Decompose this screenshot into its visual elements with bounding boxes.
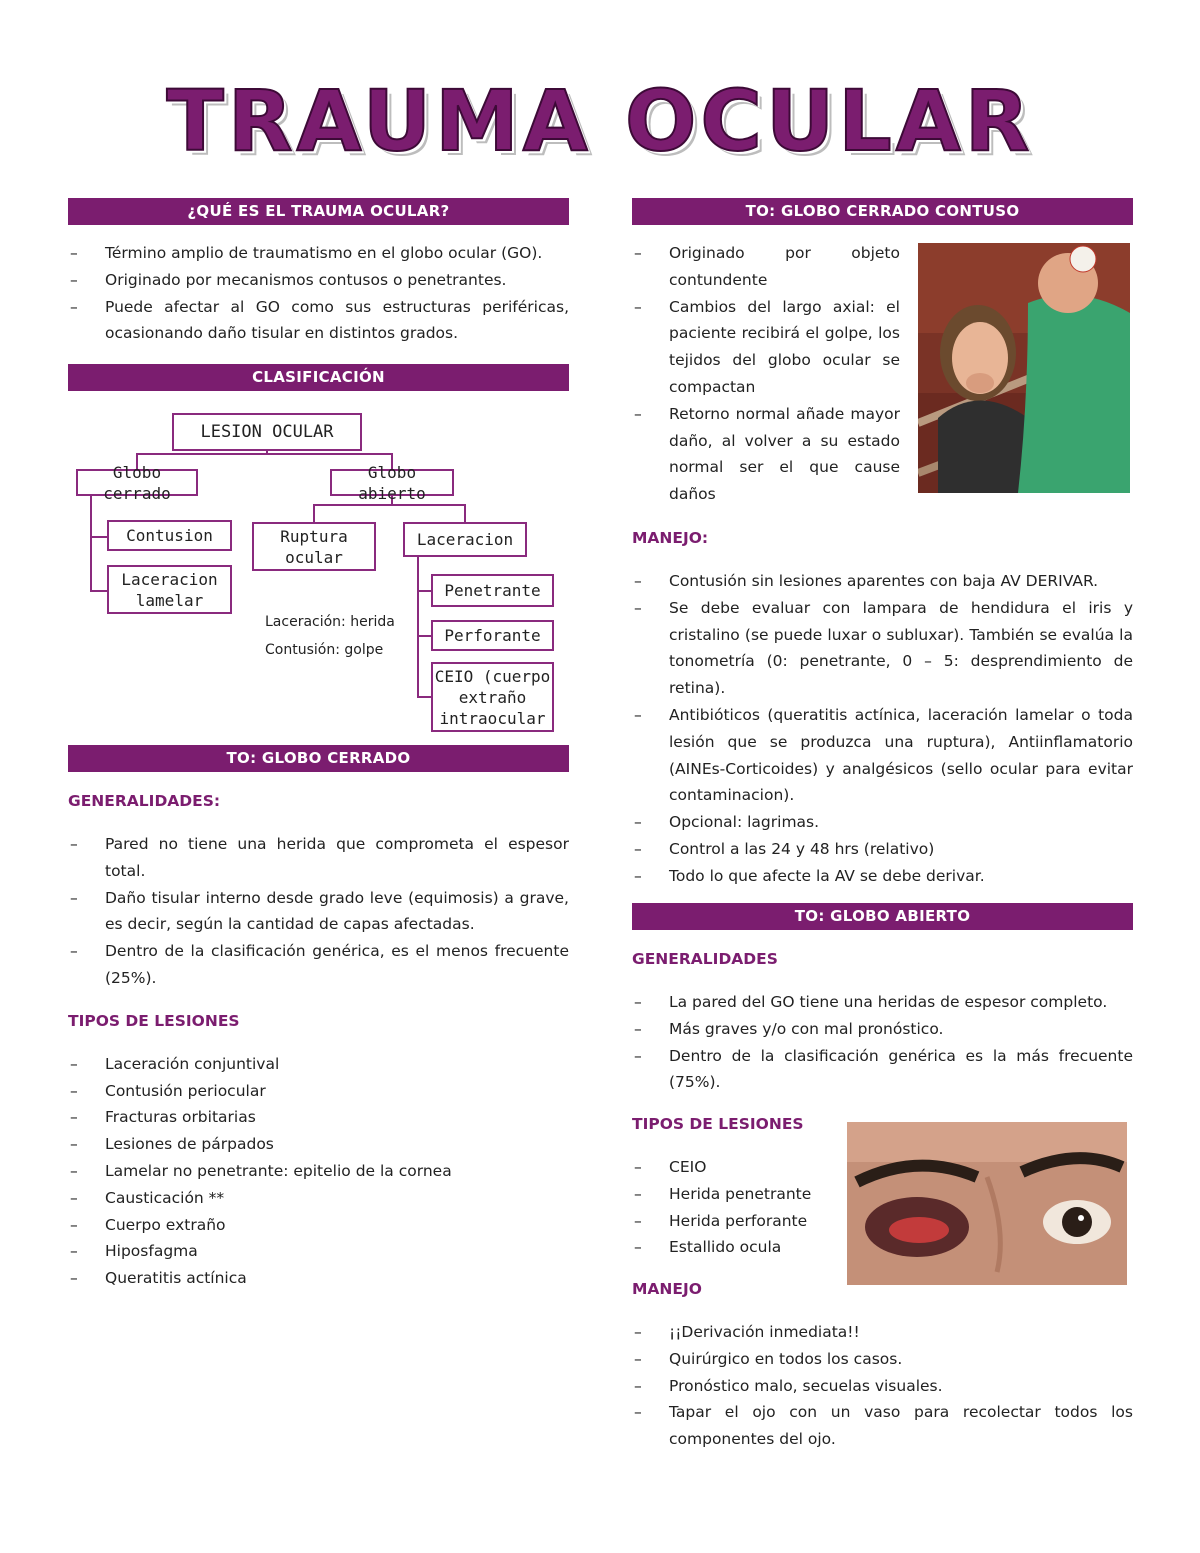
list-item: – Pared no tiene una herida que comprometa el espesor total.	[68, 831, 569, 885]
list-item: – Estallido ocula	[632, 1234, 832, 1261]
list-item: – Herida perforante	[632, 1208, 832, 1235]
section-bar-contuso: TO: GLOBO CERRADO CONTUSO	[632, 198, 1133, 225]
list-item: – La pared del GO tiene una heridas de espesor completo.	[632, 989, 1133, 1016]
diagram-label: Laceracion	[416, 530, 514, 549]
list-item: – Lesiones de párpados	[68, 1131, 569, 1158]
generalidades-list	[68, 831, 569, 992]
list-item: – Opcional: lagrimas.	[632, 809, 1133, 836]
list-item: – Daño tisular interno desde grado leve (equimosis) a grave, es decir, según la cantidad de capas afectadas.	[68, 885, 569, 939]
baseball-impact-illustration	[918, 243, 1130, 493]
tipos-lesiones-heading: TIPOS DE LESIONES	[632, 1115, 804, 1133]
connector-line	[313, 504, 315, 522]
manejo-heading: MANEJO:	[632, 529, 709, 547]
list-item: – Dentro de la clasificación genérica, es el menos frecuente (25%).	[68, 938, 569, 992]
diagram-label: Contusion	[126, 526, 213, 545]
list-item: – Contusión periocular	[68, 1078, 569, 1105]
diagram-box-penetrante	[431, 574, 554, 607]
list-item: – Pronóstico malo, secuelas visuales.	[632, 1373, 1133, 1400]
abierto-manejo-content	[632, 1276, 1133, 1453]
list-item: – Originado por objeto contundente	[632, 240, 900, 294]
connector-line	[136, 453, 392, 455]
diagram-box-laceracion-lamelar	[107, 565, 232, 614]
connector-line	[90, 590, 108, 592]
abierto-tipos-list	[632, 1154, 832, 1261]
connector-line	[417, 590, 431, 592]
abierto-manejo-list	[632, 1319, 1133, 1453]
list-item: – Término amplio de traumatismo en el globo ocular (GO).	[68, 240, 569, 267]
list-item: – Herida penetrante	[632, 1181, 832, 1208]
abierto-generalidades-content	[632, 946, 1133, 1096]
section-bar-clasificacion: CLASIFICACIÓN	[68, 364, 569, 391]
connector-line	[417, 557, 419, 697]
diagram-label: Globo abierto	[358, 462, 426, 503]
tipos-lesiones-list	[68, 1051, 569, 1292]
page-title: TRAUMA OCULAR	[166, 72, 1034, 170]
list-item: – Dentro de la clasificación genérica es la más frecuente (75%).	[632, 1043, 1133, 1097]
diagram-box-laceracion	[403, 522, 527, 557]
diagram-box-ceio	[431, 662, 554, 732]
contuso-list	[632, 240, 900, 508]
diagram-box-globo-abierto	[330, 462, 454, 503]
globo-cerrado-content	[68, 788, 569, 1292]
connector-line	[90, 536, 108, 538]
list-item: – Causticación **	[68, 1185, 569, 1212]
list-item: – Todo lo que afecte la AV se debe derivar.	[632, 863, 1133, 890]
list-item: – Hiposfagma	[68, 1238, 569, 1265]
list-item: – Retorno normal añade mayor daño, al volver a su estado normal ser el que cause daños	[632, 401, 900, 508]
tipos-lesiones-heading: TIPOS DE LESIONES	[68, 1011, 240, 1030]
section-bar-globo-cerrado: TO: GLOBO CERRADO	[68, 745, 569, 772]
section-bar-globo-abierto: TO: GLOBO ABIERTO	[632, 903, 1133, 930]
list-item: – Puede afectar al GO como sus estructuras periféricas, ocasionando daño tisular en distintos grados.	[68, 294, 569, 348]
diagram-label: LESION OCULAR	[200, 421, 334, 442]
diagram-box-ruptura-ocular	[252, 522, 376, 571]
diagram-box-lesion-ocular	[172, 413, 362, 451]
diagram-note: Laceración: herida	[265, 614, 395, 630]
list-item: – Se debe evaluar con lampara de hendidura el iris y cristalino (se puede luxar o subluxar). También se evalúa la tonometría (0: penetrante, 0 – 5: desprendimiento de retina).	[632, 595, 1133, 702]
contuso-list-container	[632, 240, 900, 508]
list-item: – Cambios del largo axial: el paciente recibirá el golpe, los tejidos del globo ocular se compactan	[632, 294, 900, 401]
list-item: – Queratitis actínica	[68, 1265, 569, 1292]
generalidades-heading: GENERALIDADES:	[68, 792, 221, 810]
list-item: – CEIO	[632, 1154, 832, 1181]
list-item: – Fracturas orbitarias	[68, 1104, 569, 1131]
diagram-box-globo-cerrado	[76, 462, 198, 503]
que-es-list-container	[68, 240, 569, 347]
diagram-label: Ruptura ocular	[280, 526, 348, 567]
diagram-label: Perforante	[444, 626, 541, 645]
list-item: – Antibióticos (queratitis actínica, laceración lamelar o toda lesión que se produzca una ruptura), Antiinflamatorio (AINEs-Corticoides) y analgésicos (sello ocular para evitar contaminacion).	[632, 702, 1133, 809]
diagram-note: Contusión: golpe	[265, 642, 384, 658]
connector-line	[90, 495, 92, 591]
manejo-heading: MANEJO	[632, 1280, 702, 1298]
connector-line	[313, 504, 465, 506]
connector-line	[417, 696, 431, 698]
list-item: – Quirúrgico en todos los casos.	[632, 1346, 1133, 1373]
generalidades-heading: GENERALIDADES	[632, 950, 778, 968]
list-item: – Tapar el ojo con un vaso para recolectar todos los componentes del ojo.	[632, 1399, 1133, 1453]
section-bar-que-es: ¿QUÉ ES EL TRAUMA OCULAR?	[68, 198, 569, 225]
diagram-box-contusion	[107, 520, 232, 551]
diagram-label: Globo cerrado	[103, 462, 171, 503]
list-item: – Originado por mecanismos contusos o penetrantes.	[68, 267, 569, 294]
list-item: – Contusión sin lesiones aparentes con baja AV DERIVAR.	[632, 568, 1133, 595]
list-item: – Lamelar no penetrante: epitelio de la cornea	[68, 1158, 569, 1185]
diagram-label: Laceracion lamelar	[121, 569, 218, 610]
list-item: – ¡¡Derivación inmediata!!	[632, 1319, 1133, 1346]
diagram-box-perforante	[431, 620, 554, 651]
open-globe-photo	[847, 1122, 1127, 1285]
list-item: – Laceración conjuntival	[68, 1051, 569, 1078]
list-item: – Control a las 24 y 48 hrs (relativo)	[632, 836, 1133, 863]
injured-eye-illustration	[847, 1122, 1127, 1285]
abierto-tipos-content	[632, 1111, 832, 1261]
list-item: – Más graves y/o con mal pronóstico.	[632, 1016, 1133, 1043]
diagram-label: Penetrante	[444, 581, 541, 600]
contuso-photo	[918, 243, 1130, 493]
manejo-list	[632, 568, 1133, 890]
diagram-label: CEIO (cuerpo extraño intraocular	[434, 666, 551, 728]
contuso-manejo-content	[632, 525, 1133, 890]
connector-line	[464, 504, 466, 522]
connector-line	[417, 635, 431, 637]
abierto-generalidades-list	[632, 989, 1133, 1096]
list-item: – Cuerpo extraño	[68, 1212, 569, 1239]
que-es-list	[68, 240, 569, 347]
